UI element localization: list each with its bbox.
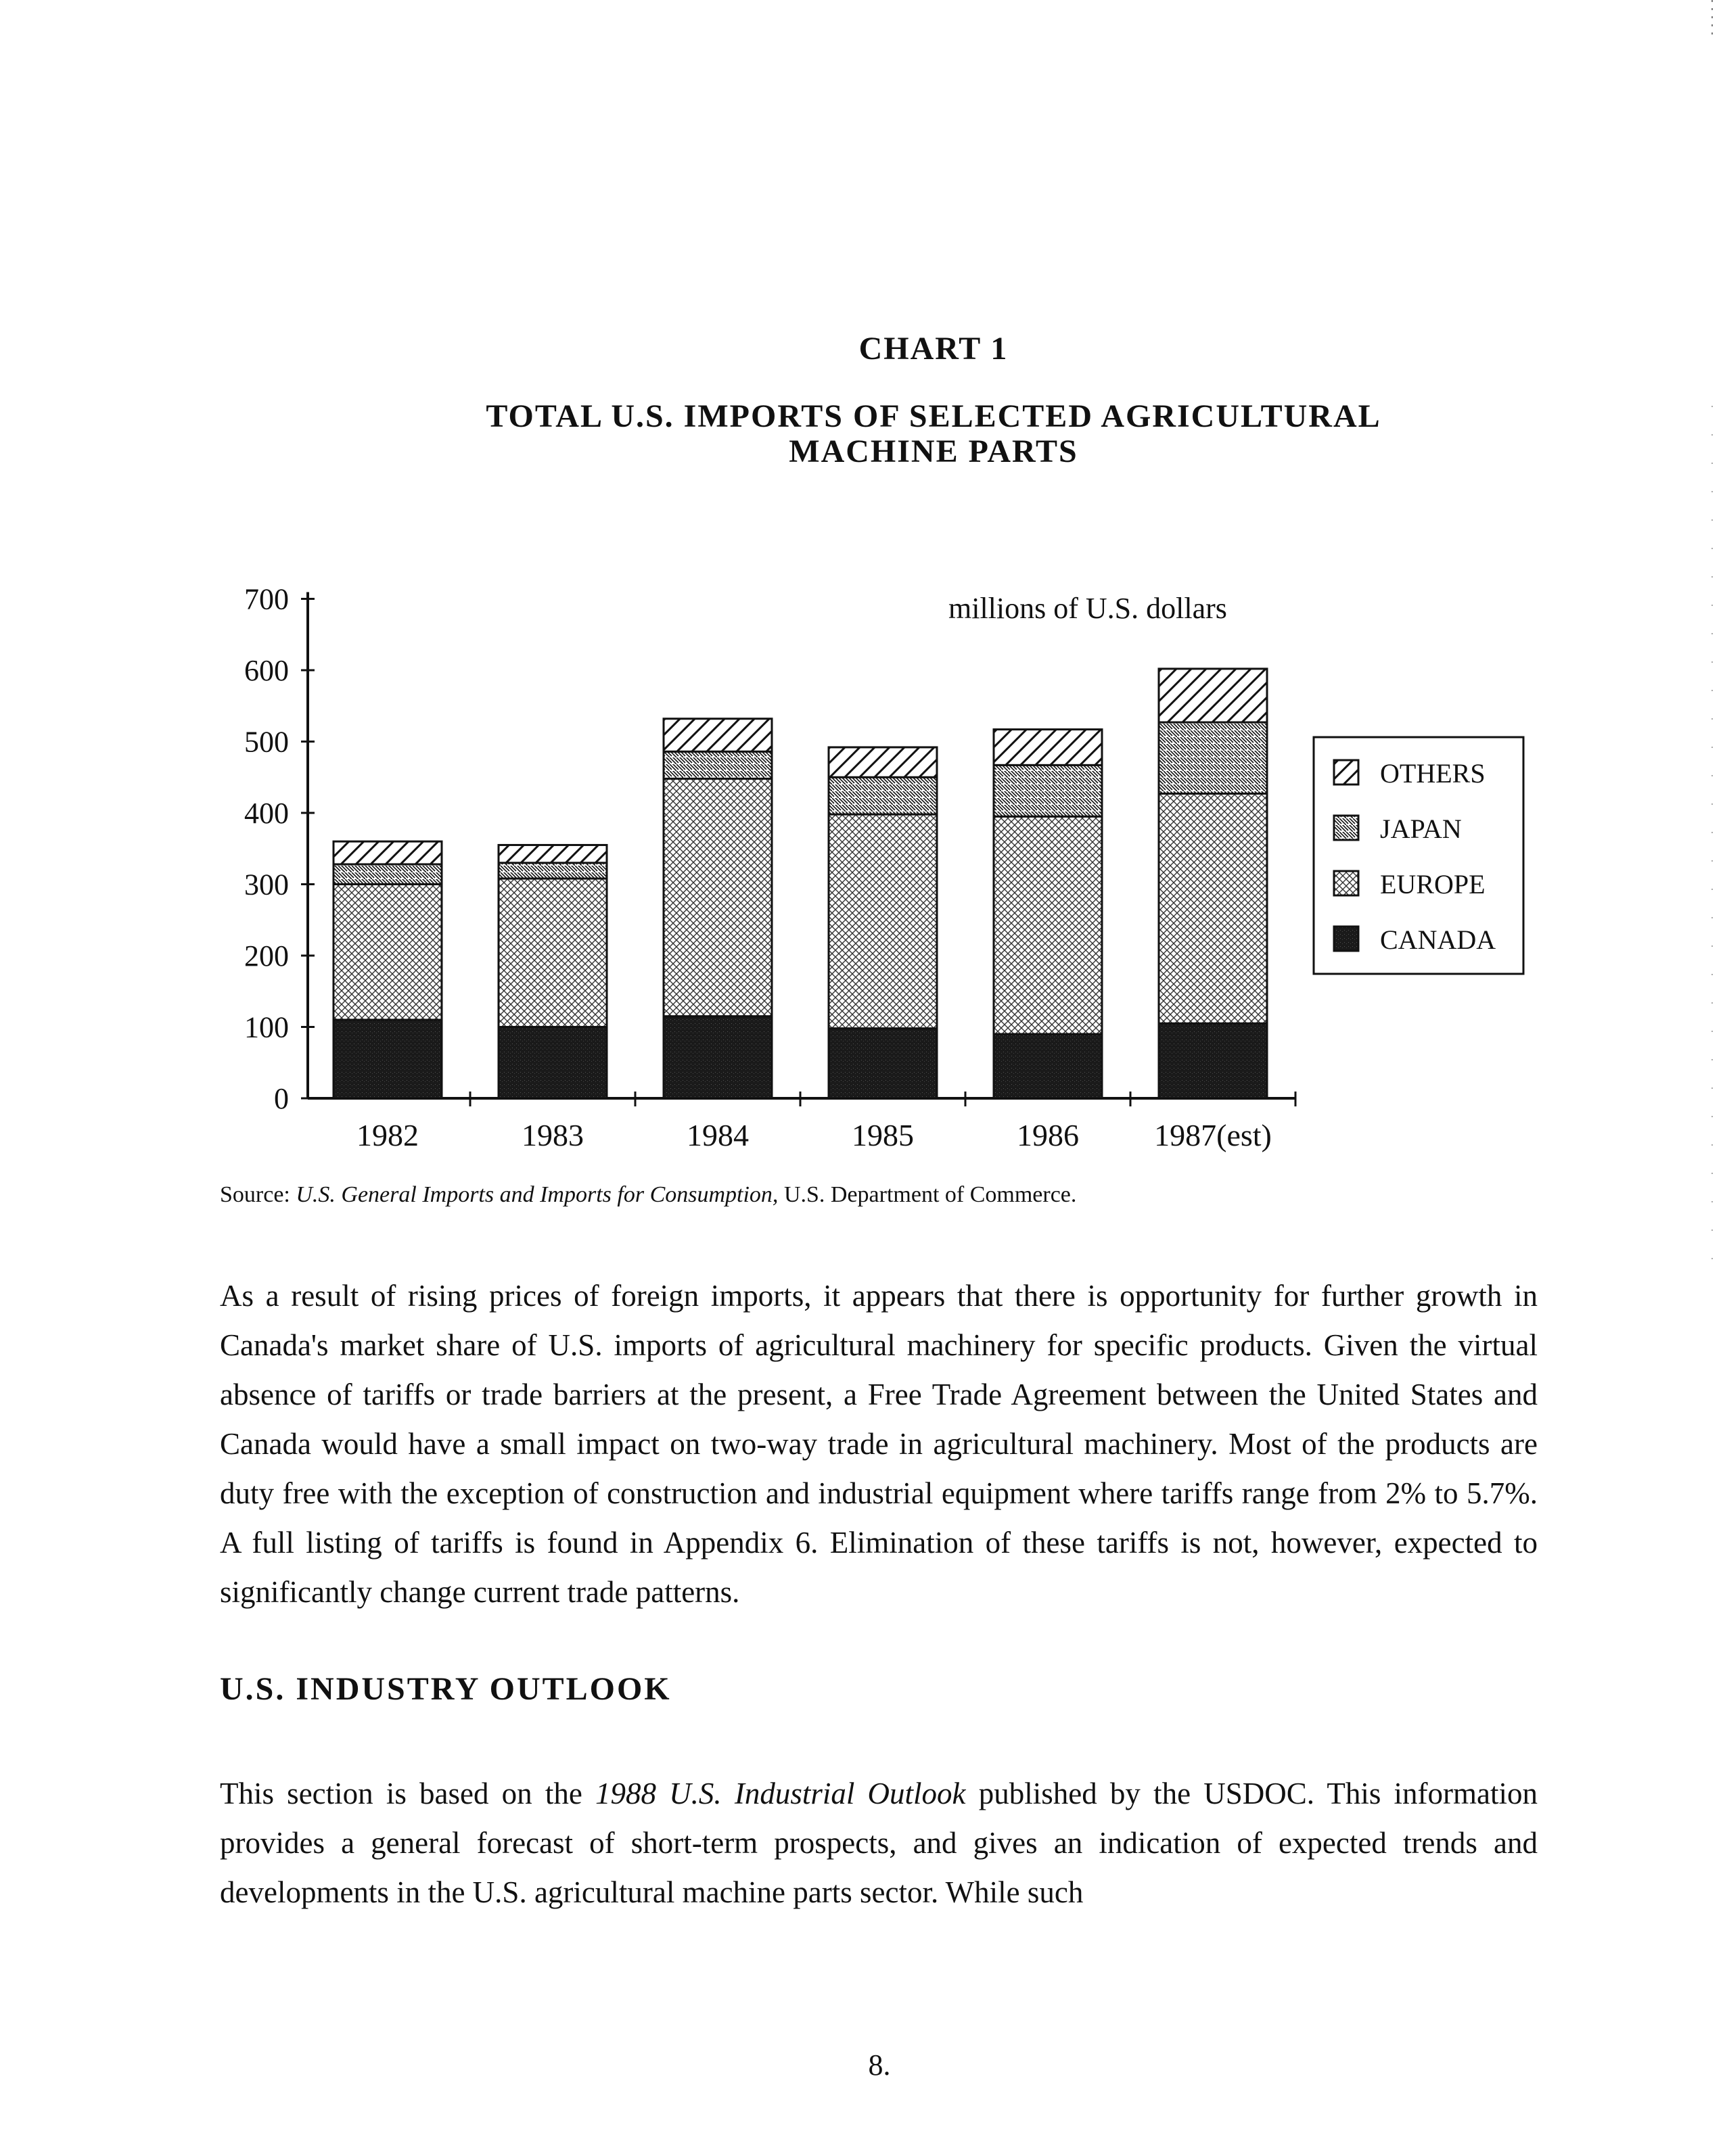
bar-segment-europe	[499, 878, 607, 1027]
bar-segment-europe	[1159, 794, 1267, 1024]
chart-label: CHART 1	[858, 331, 1009, 367]
bar-segment-japan	[664, 751, 772, 778]
legend-label-japan: JAPAN	[1380, 814, 1462, 844]
bar-segment-others	[994, 730, 1102, 766]
paragraph-outlook-start: This section is based on the	[220, 1777, 582, 1810]
paragraph-outlook	[220, 1769, 1538, 1917]
x-tick-label: 1986	[1017, 1118, 1079, 1152]
scan-margin-marks	[1710, 0, 1714, 2156]
y-tick-label: 200	[244, 939, 289, 972]
x-tick-label: 1985	[852, 1118, 914, 1152]
bar-segment-others	[664, 719, 772, 752]
legend-label-canada: CANADA	[1380, 924, 1496, 955]
y-tick-label: 600	[244, 654, 289, 687]
source-prefix: Source:	[220, 1182, 290, 1207]
bar-segment-japan	[829, 777, 937, 814]
legend-swatch-canada	[1334, 927, 1358, 951]
legend-label-others: OTHERS	[1380, 758, 1486, 789]
unit-label: millions of U.S. dollars	[948, 592, 1227, 625]
bar-segment-canada	[499, 1027, 607, 1099]
x-tick-label: 1987(est)	[1154, 1118, 1272, 1152]
source-publication: U.S. General Imports and Imports for Consumption,	[296, 1182, 779, 1207]
bar-segment-japan	[1159, 722, 1267, 794]
chart-title-line-2: MACHINE PARTS	[789, 433, 1078, 469]
section-heading: U.S. INDUSTRY OUTLOOK	[220, 1671, 672, 1707]
bar-segment-japan	[994, 765, 1102, 816]
bar-segment-japan	[499, 863, 607, 878]
bar-segment-others	[499, 845, 607, 862]
bar-segment-europe	[829, 814, 937, 1029]
legend-swatch-others	[1334, 760, 1358, 784]
x-tick-label: 1982	[356, 1118, 419, 1152]
x-tick-label: 1983	[522, 1118, 584, 1152]
y-tick-label: 400	[244, 797, 289, 830]
y-tick-label: 100	[244, 1010, 289, 1044]
y-tick-label: 500	[244, 725, 289, 759]
bar-segment-canada	[994, 1034, 1102, 1098]
paragraph-trade: As a result of rising prices of foreign imports, it appears that there is opportunity for further growth in Canada's market share of U.S. imports of agricultural machinery for specific products. Given the virtual absence of tariffs or trade barriers at the present, a Free Trade Agreement between the United States and Canada would have a small impact on two-way trade in agricultural machinery. Most of the products are duty free with the exception of construction and industrial equipment where tariffs range from 2% to 5.7%. A full listing of tariffs is found in Appendix 6. Elimination of these tariffs is not, however, expected to significantly change current trade patterns.	[220, 1279, 1538, 1609]
legend-label-europe: EUROPE	[1380, 869, 1486, 899]
y-tick-label: 0	[274, 1082, 289, 1115]
bar-segment-europe	[994, 816, 1102, 1034]
bar-segment-canada	[1159, 1023, 1267, 1098]
bar-segment-others	[334, 841, 442, 864]
paragraph-outlook-end: published by the USDOC. This information provides a general forecast of short-term prospects, and gives an indication of expected trends and developments in the U.S. agricultural machine parts sector. While such	[220, 1777, 1538, 1909]
y-tick-label: 300	[244, 868, 289, 901]
bar-segment-japan	[334, 864, 442, 885]
x-tick-label: 1984	[687, 1118, 749, 1152]
legend-swatch-japan	[1334, 816, 1358, 840]
y-tick-label: 700	[244, 582, 289, 616]
legend-swatch-europe	[1334, 871, 1358, 895]
chart-title-line-1: TOTAL U.S. IMPORTS OF SELECTED AGRICULTURAL	[486, 398, 1381, 434]
source-publisher: U.S. Department of Commerce.	[783, 1182, 1077, 1207]
bar-segment-others	[829, 747, 937, 777]
paragraph-outlook-publication: 1988 U.S. Industrial Outlook	[595, 1777, 966, 1810]
bar-segment-canada	[829, 1029, 937, 1098]
bar-segment-canada	[334, 1020, 442, 1098]
page-number: 8.	[868, 2048, 891, 2082]
source-note	[220, 1182, 1076, 1208]
bar-segment-europe	[664, 778, 772, 1016]
bar-segment-europe	[334, 885, 442, 1020]
bar-segment-others	[1159, 669, 1267, 722]
bar-segment-canada	[664, 1016, 772, 1098]
